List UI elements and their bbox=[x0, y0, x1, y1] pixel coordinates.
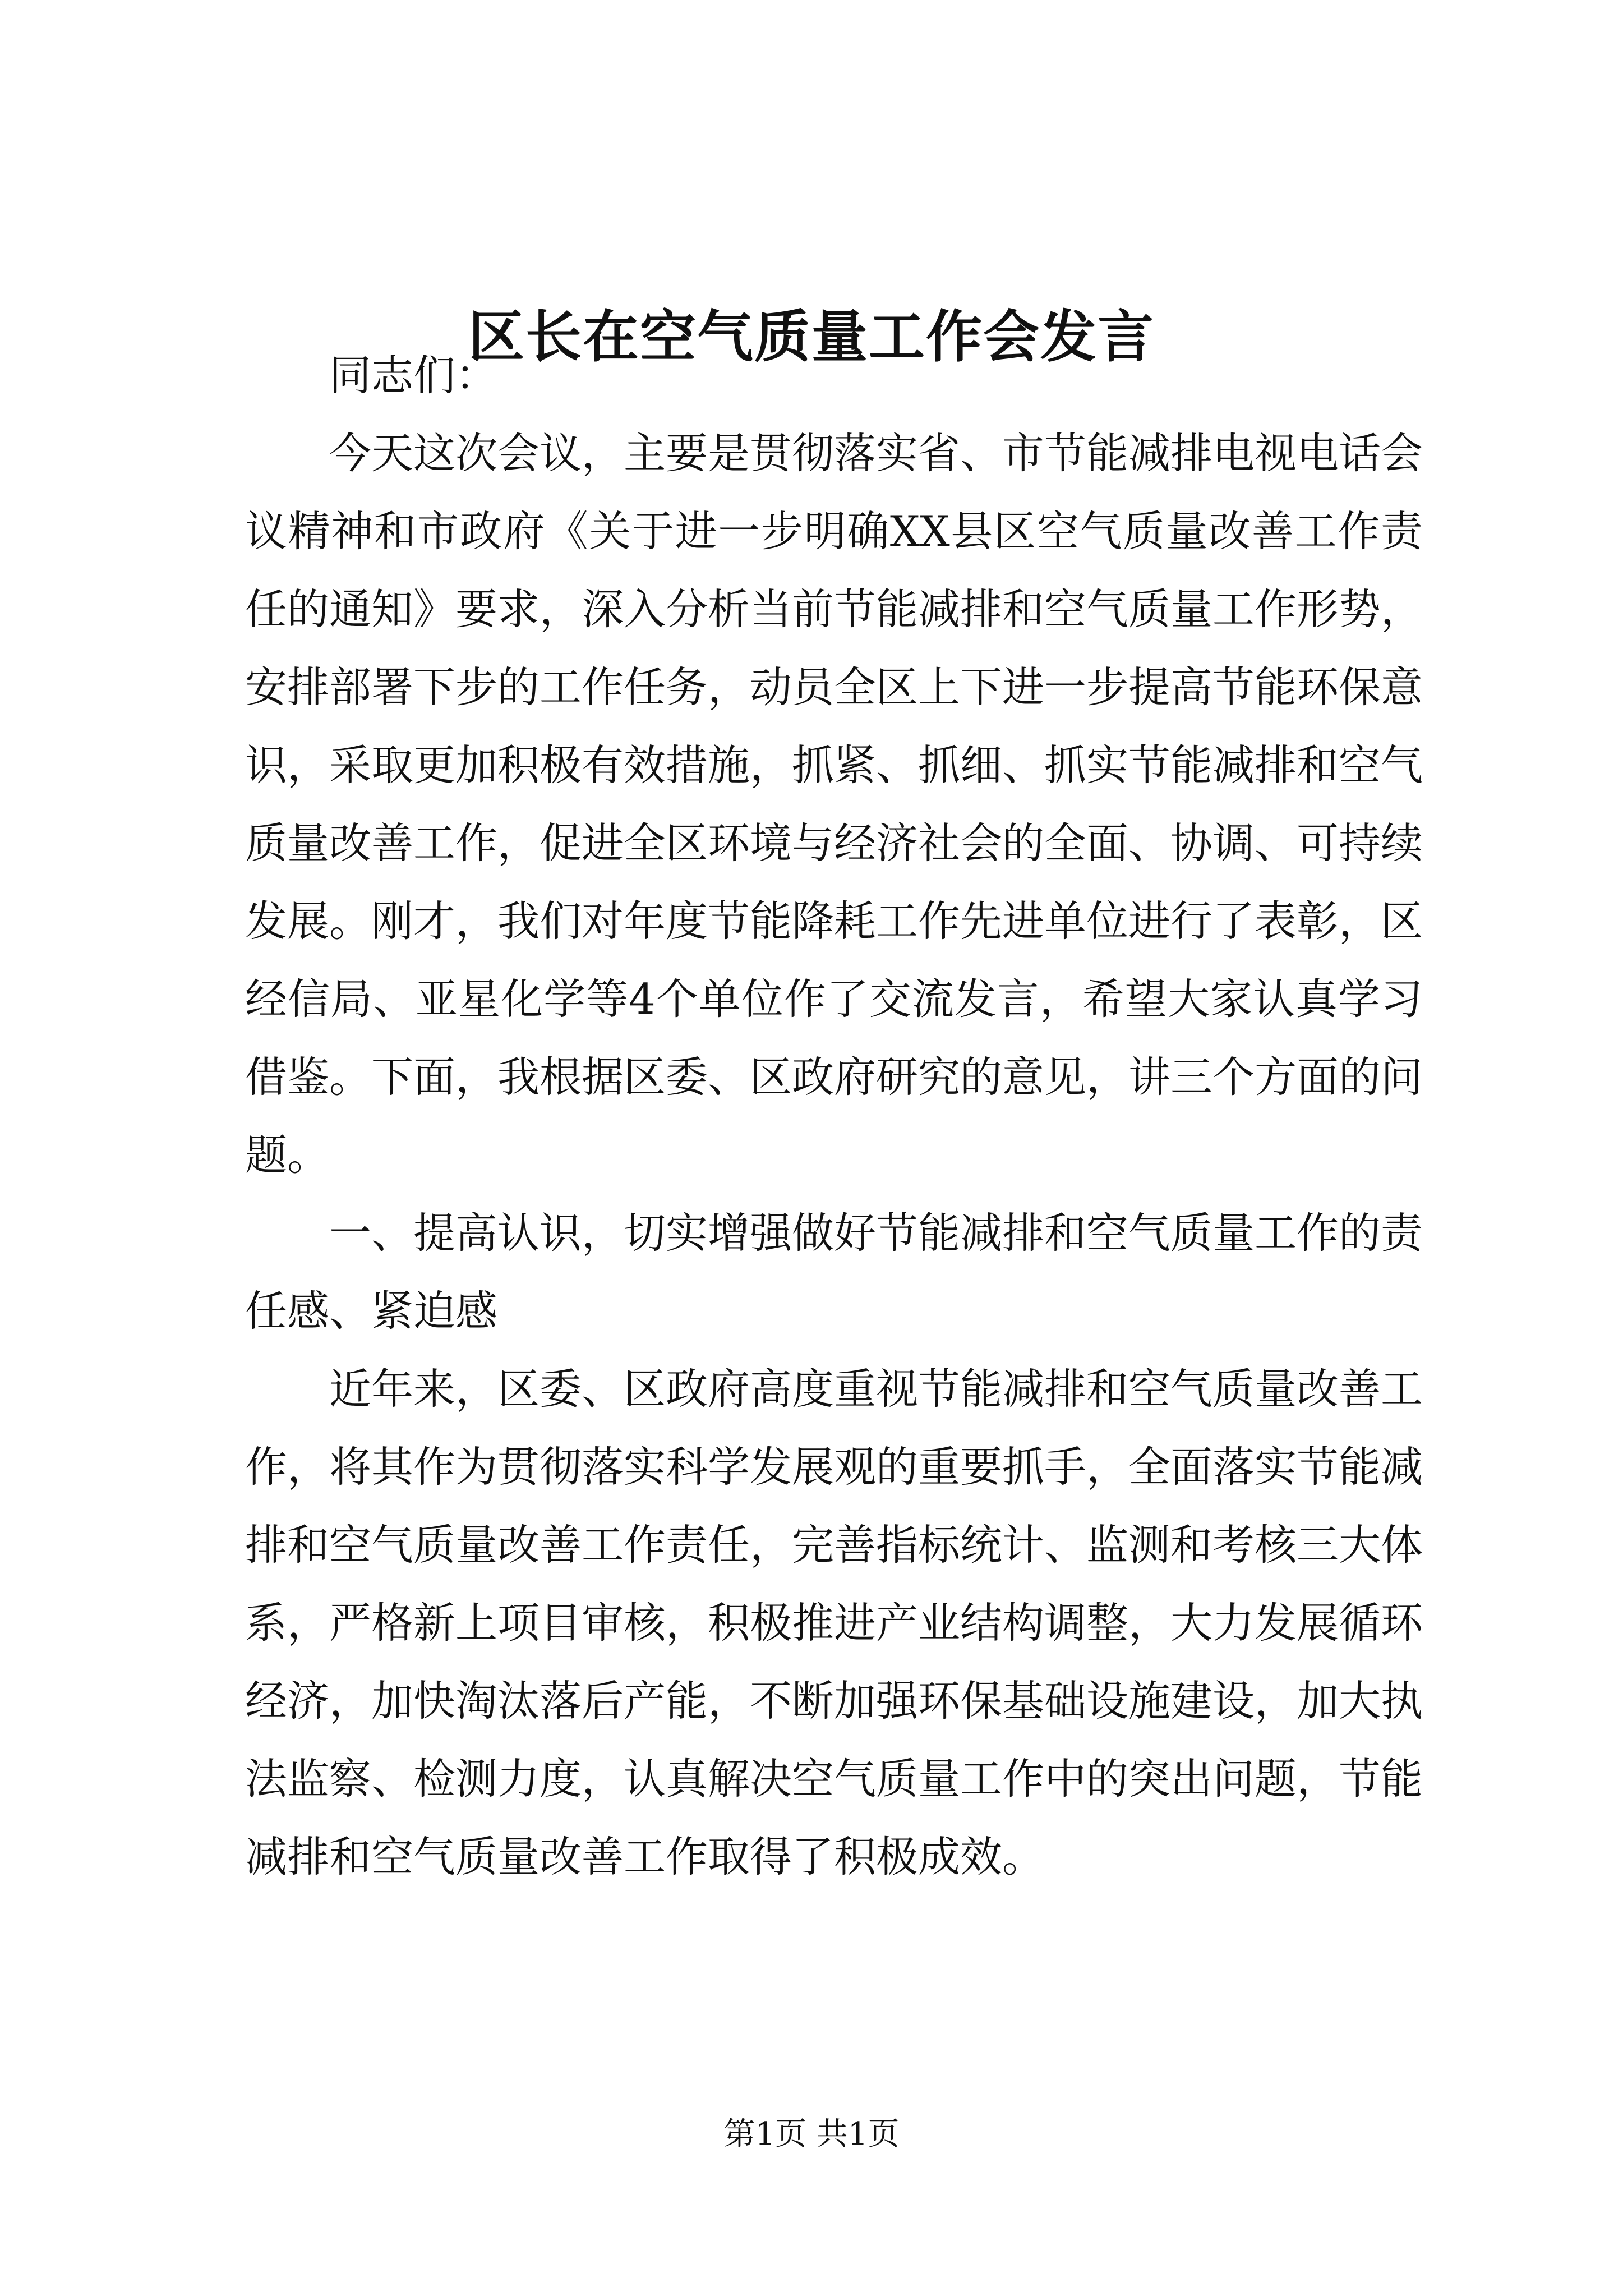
document-body bbox=[245, 415, 1423, 1896]
page-footer: 第1页 共1页 bbox=[723, 2116, 900, 2152]
document-title: 区长在空气质量工作会发言 bbox=[468, 303, 1155, 370]
paragraph: 近年来，区委、区政府高度重视节能减排和空气质量改善工作，将其作为贯彻落实科学发展观的重要抓手，全面落实节能减排和空气质量改善工作责任，完善指标统计、监测和考核三大体系，严格新上项目审核，积极推进产业结构调整，大力发展循环经济，加快淘汰落后产能，不断加强环保基础设施建设，加大执法监察、检测力度，认真解决空气质量工作中的突出问题，节能减排和空气质量改善工作取得了积极成效。 bbox=[245, 1364, 1423, 1881]
section-heading: 一、提高认识，切实增强做好节能减排和空气质量工作的责任感、紧迫感 bbox=[245, 1208, 1423, 1336]
paragraph: 今天这次会议，主要是贯彻落实省、市节能减排电视电话会议精神和市政府《关于进一步明确XX县区空气质量改善工作责任的通知》要求，深入分析当前节能减排和空气质量工作形势，安排部署下步的工作任务，动员全区上下进一步提高节能环保意识，采取更加积极有效措施，抓紧、抓细、抓实节能减排和空气质量改善工作，促进全区环境与经济社会的全面、协调、可持续发展。刚才，我们对年度节能降耗工作先进单位进行了表彰，区经信局、亚星化学等4个单位作了交流发言，希望大家认真学习借鉴。下面，我根据区委、区政府研究的意见，讲三个方面的问题。 bbox=[245, 429, 1423, 1180]
salutation: 同志们： bbox=[329, 351, 498, 400]
